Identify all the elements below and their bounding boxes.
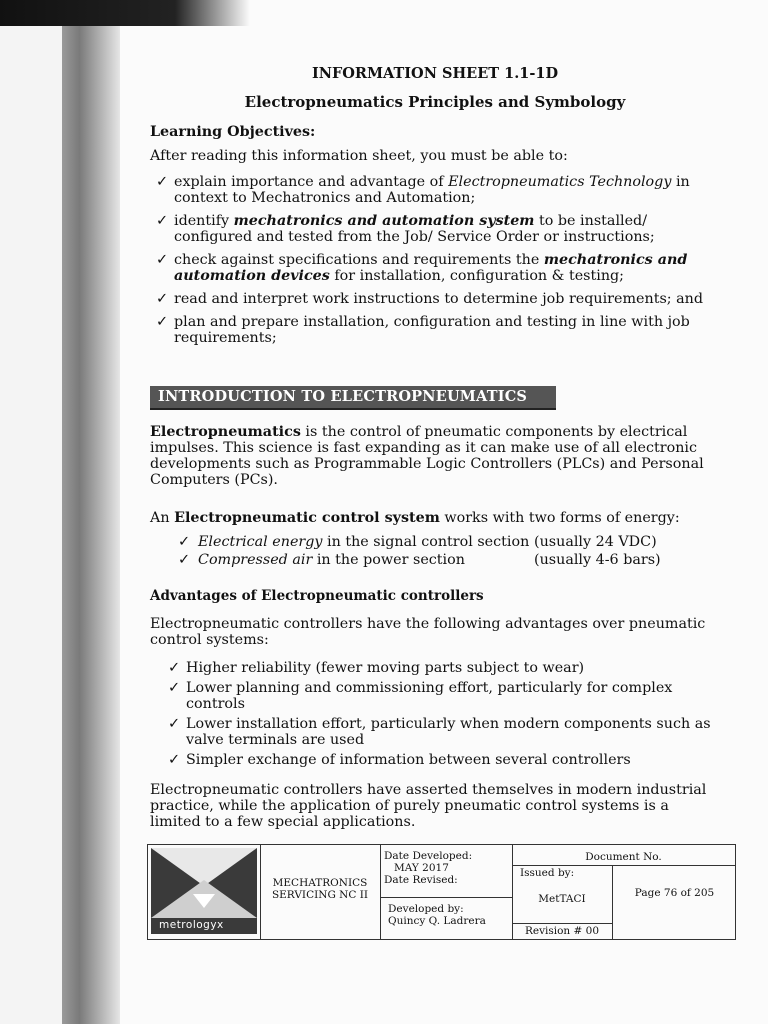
- advantage-item: ✓ Lower planning and commissioning effort, particularly for complex controls: [168, 680, 673, 712]
- energy-item: ✓ Electrical energy in the signal control section (usually 24 VDC): [178, 534, 657, 550]
- footer-divider: [380, 845, 381, 939]
- objectives-heading: Learning Objectives:: [150, 124, 316, 140]
- advantage-item: ✓ Lower installation effort, particularly when modern components such as valve terminals are used: [168, 716, 711, 748]
- scan-edge: [0, 0, 250, 26]
- footer-divider: [380, 897, 512, 898]
- energy-item: ✓ Compressed air in the power section (usually 4-6 bars): [178, 552, 661, 568]
- advantages-list: [162, 660, 720, 772]
- footer-divider: [512, 865, 735, 866]
- binding-shadow: [62, 20, 120, 1024]
- document-no: Document No.: [585, 851, 662, 863]
- metrologyx-logo: [151, 848, 257, 934]
- objective-item: ✓ identify mechatronics and automation system to be installed/ configured and tested from the Job/ Service Order or instructions;: [156, 213, 655, 245]
- document-footer: [147, 844, 736, 940]
- course-title: MECHATRONICS SERVICING NC II: [271, 877, 369, 901]
- check-icon: ✓: [156, 174, 168, 190]
- page-number: Page 76 of 205: [634, 887, 715, 899]
- check-icon: ✓: [168, 752, 180, 768]
- objective-item: ✓ read and interpret work instructions to determine job requirements; and: [156, 291, 704, 307]
- revision-number: Revision # 00: [524, 925, 600, 937]
- sheet-title: INFORMATION SHEET 1.1-1D: [311, 65, 559, 82]
- logo-emblem-icon: [151, 848, 257, 918]
- check-icon: ✓: [168, 680, 180, 696]
- electropneumatics-definition: Electropneumatics is the control of pneumatic components by electrical impulses. This science is fast expanding as it can make use of all electronic developments such as Programmable Logic Controllers (PLCs) and Personal Computers (PCs).: [150, 424, 704, 488]
- advantages-heading: Advantages of Electropneumatic controllers: [150, 588, 484, 604]
- control-system-intro: An Electropneumatic control system works with two forms of energy:: [150, 510, 680, 526]
- developed-by: Developed by: Quincy Q. Ladrera: [388, 903, 486, 927]
- check-icon: ✓: [168, 660, 180, 676]
- check-icon: ✓: [168, 716, 180, 732]
- advantages-intro: Electropneumatic controllers have the following advantages over pneumatic control systems:: [150, 616, 706, 648]
- footer-divider: [612, 865, 613, 939]
- check-icon: ✓: [156, 291, 168, 307]
- check-icon: ✓: [156, 252, 168, 268]
- check-icon: ✓: [178, 552, 190, 568]
- advantage-item: ✓ Simpler exchange of information between several controllers: [168, 752, 631, 768]
- objectives-list: [150, 174, 720, 353]
- check-icon: ✓: [156, 314, 168, 330]
- objective-item: ✓ check against specifications and requirements the mechatronics and automation devices for installation, configuration & testing;: [156, 252, 688, 284]
- energy-list: [150, 534, 720, 570]
- objectives-intro: After reading this information sheet, you must be able to:: [150, 148, 568, 164]
- section-banner: INTRODUCTION TO ELECTROPNEUMATICS: [150, 386, 556, 410]
- issued-by-label: Issued by:: [520, 867, 575, 879]
- sheet-subtitle: Electropneumatics Principles and Symbology: [244, 93, 626, 111]
- objective-item: ✓ explain importance and advantage of Electropneumatics Technology in context to Mechatronics and Automation;: [156, 174, 690, 206]
- advantage-item: ✓ Higher reliability (fewer moving parts subject to wear): [168, 660, 585, 676]
- issued-by: MetTACI: [538, 893, 586, 905]
- footer-divider: [512, 923, 612, 924]
- check-icon: ✓: [178, 534, 190, 550]
- binding-spine: [0, 0, 64, 1024]
- closing-paragraph: Electropneumatic controllers have asserted themselves in modern industrial practice, while the application of purely pneumatic control systems is a limited to a few special applications.: [150, 782, 707, 830]
- check-icon: ✓: [156, 213, 168, 229]
- objective-item: ✓ plan and prepare installation, configuration and testing in line with job requirements;: [156, 314, 690, 346]
- date-developed: Date Developed: MAY 2017 Date Revised:: [384, 850, 473, 886]
- logo-text: metrologyx: [159, 919, 224, 931]
